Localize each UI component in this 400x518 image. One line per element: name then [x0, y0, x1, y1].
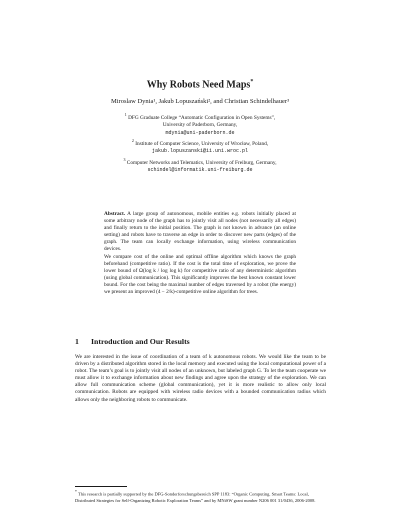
abstract	[104, 211, 296, 296]
affiliation-line: Institute of Computer Science, University of Wrocław, Poland,	[135, 140, 269, 147]
affiliation-3-email: schindel@informatik.uni-freiburg.de	[147, 166, 253, 173]
abstract-paragraph-1	[104, 211, 296, 254]
section-number: 1	[75, 337, 79, 346]
intro-body	[75, 354, 326, 404]
title-footnote-mark: *	[250, 79, 254, 85]
footnote	[75, 489, 326, 504]
affiliation-list	[0, 111, 400, 174]
section-title: Introduction and Our Results	[91, 337, 190, 346]
abstract-label: Abstract.	[104, 211, 126, 217]
abstract-text-1: A large group of autonomous, mobile entities e.g. robots initially placed at some arbitrary node of the graph has to jointly visit all nodes (not necessarily all edges) and finally return to the initial position. The graph is not known in advance (an online setting) and robots have to traverse an edge in order to discover new parts (edges) of the graph. The team can locally exchange information, using wireless communication devices.	[104, 211, 296, 253]
affiliation-line: DFG Graduate College “Automatic Configuration in Open Systems”,	[128, 114, 276, 121]
footnote-rule	[75, 486, 127, 487]
affiliation-mark: 3	[123, 156, 126, 162]
affiliation-1-line-2: University of Paderborn, Germany,	[162, 122, 238, 129]
affiliation-line: Computer Networks and Telematics, University of Freiburg, Germany,	[126, 159, 277, 166]
affiliation-2-email: jakub.lopuszanski@ii.uni.wroc.pl	[151, 148, 248, 155]
abstract-paragraph-2: We compare cost of the online and optimal offline algorithm which knows the graph beforehand (competitive ratio). If the cost is the total time of exploration, we prove the lower bound of Ω(log k / log log k) for competitive ratio of any deterministic algorithm (using global communication). This significantly improves the best known constant lower bound. For the cost being the maximal number of edges traversed by a robot (the energy) we present an improved (4 − 2/k)-competitive online algorithm for trees.	[104, 253, 296, 296]
footnote-mark: *	[75, 490, 77, 494]
footnote-text: This research is partially supported by the DFG-Sonderforschungsbereich SPP 1183: “Organic Computing. Smart Teams: Local, Distributed Strategies for Self-Organizing Robotic Exploration Teams” and by MNiSW grant number N206 001 31/0436, 2006-2008.	[75, 491, 316, 503]
paper-title	[0, 79, 400, 90]
paper-title-text: Why Robots Need Maps	[146, 79, 251, 91]
affiliation-mark: 2	[131, 137, 134, 143]
affiliation-3	[0, 156, 400, 167]
affiliation-2	[0, 137, 400, 148]
affiliation-mark: 1	[124, 112, 127, 117]
section-heading	[75, 337, 190, 346]
affiliation-1-email: mdynia@uni-paderborn.de	[165, 129, 235, 136]
intro-paragraph: We are interested in the issue of coordination of a team of k autonomous robots. We would like the team to be driven by a distributed algorithm stored in the local memory and executed using the local computational power of a robot. The team’s goal is to jointly visit all nodes of an unknown, but labeled graph G. To let the team cooperate we must allow it to exchange information about new findings and agree upon the strategy of the exploration. We can allow full communication scheme (global communication), yet it is more realistic to allow only local communication. Robots are equipped with wireless radio devices with a bounded communication radius which allows only the neighboring robots to communicate.	[75, 354, 326, 403]
affiliation-1	[0, 111, 400, 122]
author-list: Miroslaw Dynia¹, Jakub Lopuszański², and Christian Schindelhauer³	[110, 98, 290, 105]
